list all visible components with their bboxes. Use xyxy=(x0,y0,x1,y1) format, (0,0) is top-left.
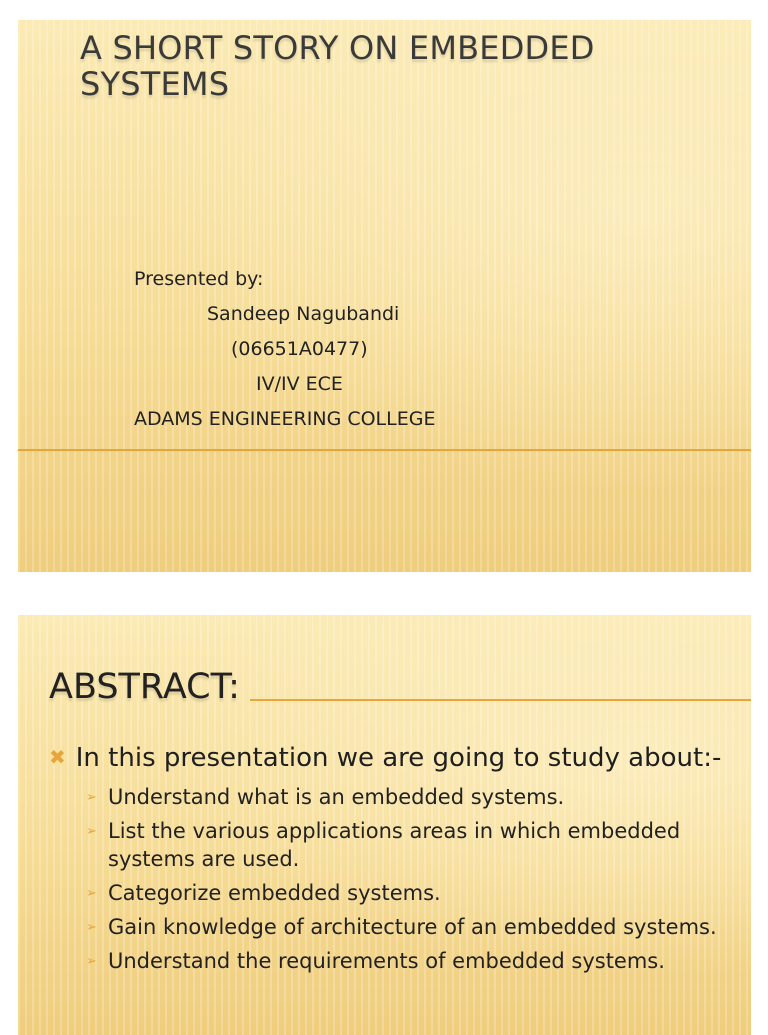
arrow-bullet-icon: ➢ xyxy=(86,824,97,839)
x-bullet-icon: ✖ xyxy=(49,745,66,769)
title-slide xyxy=(18,20,751,572)
list-item xyxy=(86,879,726,907)
slide-title: A SHORT STORY ON EMBEDDED SYSTEMS xyxy=(80,29,595,103)
list-item-text: List the various applications areas in which embedded systems are used. xyxy=(108,819,681,871)
list-item xyxy=(86,913,726,941)
presenter-college: ADAMS ENGINEERING COLLEGE xyxy=(134,408,436,430)
arrow-bullet-icon: ➢ xyxy=(86,790,97,805)
presenter-roll-number: (06651A0477) xyxy=(231,338,368,360)
list-item-text: Understand what is an embedded systems. xyxy=(108,785,565,809)
abstract-slide xyxy=(18,615,751,1035)
presenter-label: Presented by: xyxy=(134,268,264,290)
divider-line xyxy=(18,449,751,451)
list-item xyxy=(86,947,726,975)
presenter-class: IV/IV ECE xyxy=(256,373,343,395)
main-bullet-text: In this presentation we are going to study about:- xyxy=(75,743,722,773)
arrow-bullet-icon: ➢ xyxy=(86,954,97,969)
list-item xyxy=(86,817,726,873)
arrow-bullet-icon: ➢ xyxy=(86,920,97,935)
list-item-text: Gain knowledge of architecture of an embedded systems. xyxy=(108,915,717,939)
list-item-text: Understand the requirements of embedded systems. xyxy=(108,949,665,973)
list-item-text: Categorize embedded systems. xyxy=(108,881,441,905)
abstract-title: ABSTRACT: xyxy=(49,667,240,707)
main-bullet xyxy=(49,743,721,773)
sub-bullet-list xyxy=(86,783,726,981)
presenter-name: Sandeep Nagubandi xyxy=(207,303,400,325)
arrow-bullet-icon: ➢ xyxy=(86,886,97,901)
list-item xyxy=(86,783,726,811)
title-underline xyxy=(250,699,751,701)
